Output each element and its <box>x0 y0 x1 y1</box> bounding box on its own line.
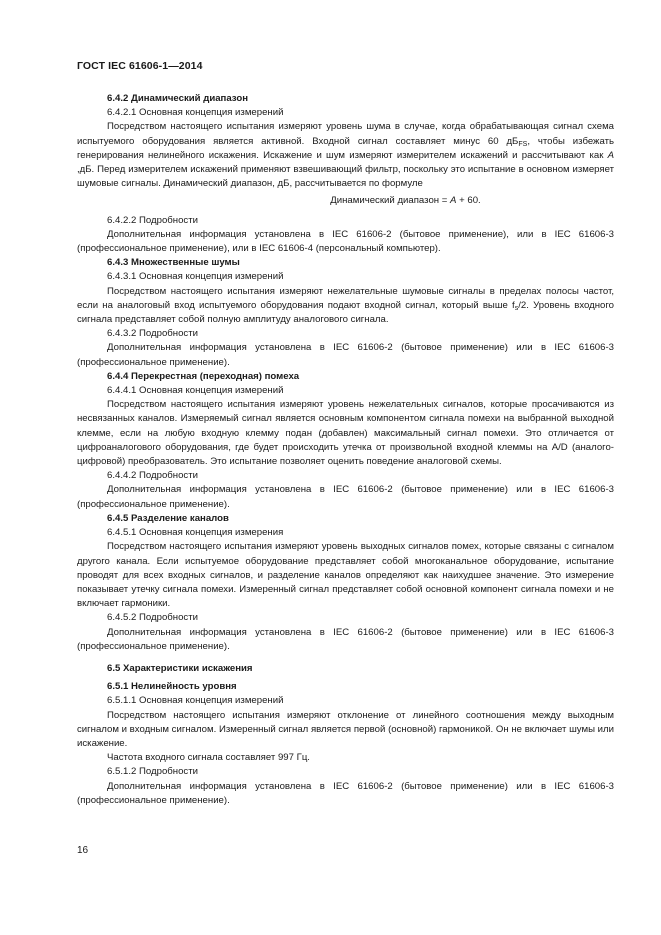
subsection-heading-6-5-1-2: 6.5.1.2 Подробности <box>107 766 198 778</box>
page-number: 16 <box>77 845 89 856</box>
paragraph-6-4-3-1 <box>77 285 614 328</box>
section-heading-6-5-1: 6.5.1 Нелинейность уровня <box>107 681 237 693</box>
subscript-fs: FS <box>518 140 528 148</box>
text-run: , чтобы избежать генерирования нелинейного искажения. Искажение и шум измеряют измерителем искажений и рассчитывают как <box>77 135 614 161</box>
paragraph-6-4-3-2: Дополнительная информация установлена в IEC 61606-2 (бытовое применение) или в IEC 61606-3 (профессиональное применение). <box>77 342 614 368</box>
subsection-heading-6-5-1-1: 6.5.1.1 Основная концепция измерений <box>107 695 284 707</box>
subsection-heading-6-4-4-2: 6.4.4.2 Подробности <box>107 470 198 482</box>
text-run: Посредством настоящего испытания измеряют уровень шума в случае, когда обрабатывающая сигнал схема испытуемого оборудования является активной. Входной сигнал составляет минус 60 дБ <box>77 121 614 147</box>
section-heading-6-4-3: 6.4.3 Множественные шумы <box>107 257 240 269</box>
section-heading-6-4-2: 6.4.2 Динамический диапазон <box>107 93 248 104</box>
section-heading-6-4-4: 6.4.4 Перекрестная (переходная) помеха <box>107 370 300 382</box>
subsection-heading-6-4-2-2: 6.4.2.2 Подробности <box>107 214 198 226</box>
paragraph-6-4-4-2: Дополнительная информация установлена в IEC 61606-2 (бытовое применение) или в IEC 61606-3 (профессиональное применение). <box>77 484 614 510</box>
paragraph-6-5-1-2: Дополнительная информация установлена в IEC 61606-2 (бытовое применение) или в IEC 61606-3 (профессиональное применение). <box>77 780 614 806</box>
paragraph-6-4-2-1 <box>77 120 614 191</box>
subsection-heading-6-4-5-2: 6.4.5.2 Подробности <box>107 612 198 624</box>
paragraph-6-5-1-1: Посредством настоящего испытания измеряют отклонение от линейного соотношения между выходным сигналом и входным сигналом. Измеренный сигнал является первой (основной) гармоникой. Он не включает шумы или искажение. <box>77 709 614 749</box>
text-run: ,дБ. Перед измерителем искажений применяют взвешивающий фильтр, поскольку это испытание в основном измеряет шумовые сигналы. Динамический диапазон, дБ, рассчитывается по формуле <box>77 164 614 190</box>
paragraph-6-5-1-1-frequency: Частота входного сигнала составляет 997 Гц. <box>107 752 310 764</box>
subsection-heading-6-4-3-2: 6.4.3.2 Подробности <box>107 328 198 340</box>
document-header: ГОСТ IEC 61606-1—2014 <box>77 60 203 72</box>
section-heading-6-5: 6.5 Характеристики искажения <box>107 662 253 674</box>
subscript-s: s <box>514 304 519 312</box>
paragraph-6-4-2-2: Дополнительная информация установлена в IEC 61606-2 (бытовое применение), или в IEC 61606-3 (профессиональное применение), или в IEC 61606-4 (персональный компьютер). <box>77 228 614 255</box>
variable-a: A <box>607 149 614 161</box>
paragraph-6-4-4-1: Посредством настоящего испытания измеряют уровень нежелательных сигналов, которые просачиваются из несвязанных каналов. Измеряемый сигнал является основным компонентом сигнала помехи на выбранной выходной клемме, если на любую входную клемму подан (добавлен) максимальный сигнал помехи. Это отличается от цифроаналогового оборудования, где будет происходить утечка от произвольной входной клеммы на A/D (аналого-цифровой) преобразователь. Это испытание позволяет оценить поведение аналоговой схемы. <box>77 399 614 468</box>
formula-dynamic-range <box>77 194 614 208</box>
paragraph-6-4-5-2: Дополнительная информация установлена в IEC 61606-2 (бытовое применение) или в IEC 61606-3 (профессиональное применение). <box>77 626 614 652</box>
subsection-heading-6-4-4-1: 6.4.4.1 Основная концепция измерений <box>107 385 284 397</box>
formula-text: + 60. <box>456 195 481 207</box>
subsection-heading-6-4-2-1: 6.4.2.1 Основная концепция измерений <box>107 107 284 119</box>
formula-text: Динамический диапазон = <box>330 195 451 207</box>
formula-variable-a: A <box>450 195 457 207</box>
section-heading-6-4-5: 6.4.5 Разделение каналов <box>107 512 229 524</box>
document-body <box>77 92 614 808</box>
text-run: /2. Уровень входного сигнала представляет собой полную амплитуду аналогового сигнала. <box>77 299 614 326</box>
paragraph-6-4-5-1: Посредством настоящего испытания измеряют уровень выходных сигналов помех, которые связаны с сигналом другого канала. Если испытуемое оборудование представляет собой многоканальное оборудование, испытание проводят для всех входных сигналов, и разделение каналов определяют как наихудшее значение. Это измерение показывает утечку сигнала помехи. Измеренный сигнал представляет собой основной компонент сигнала помехи и не включает гармоники. <box>77 541 614 610</box>
subsection-heading-6-4-5-1: 6.4.5.1 Основная концепция измерения <box>107 527 284 539</box>
text-run: Посредством настоящего испытания измеряют нежелательные шумовые сигналы в пределах полосы частот, если на аналоговый вход испытуемого оборудования подают входной сигнал, который выше f <box>77 285 614 311</box>
subsection-heading-6-4-3-1: 6.4.3.1 Основная концепция измерений <box>107 271 284 283</box>
